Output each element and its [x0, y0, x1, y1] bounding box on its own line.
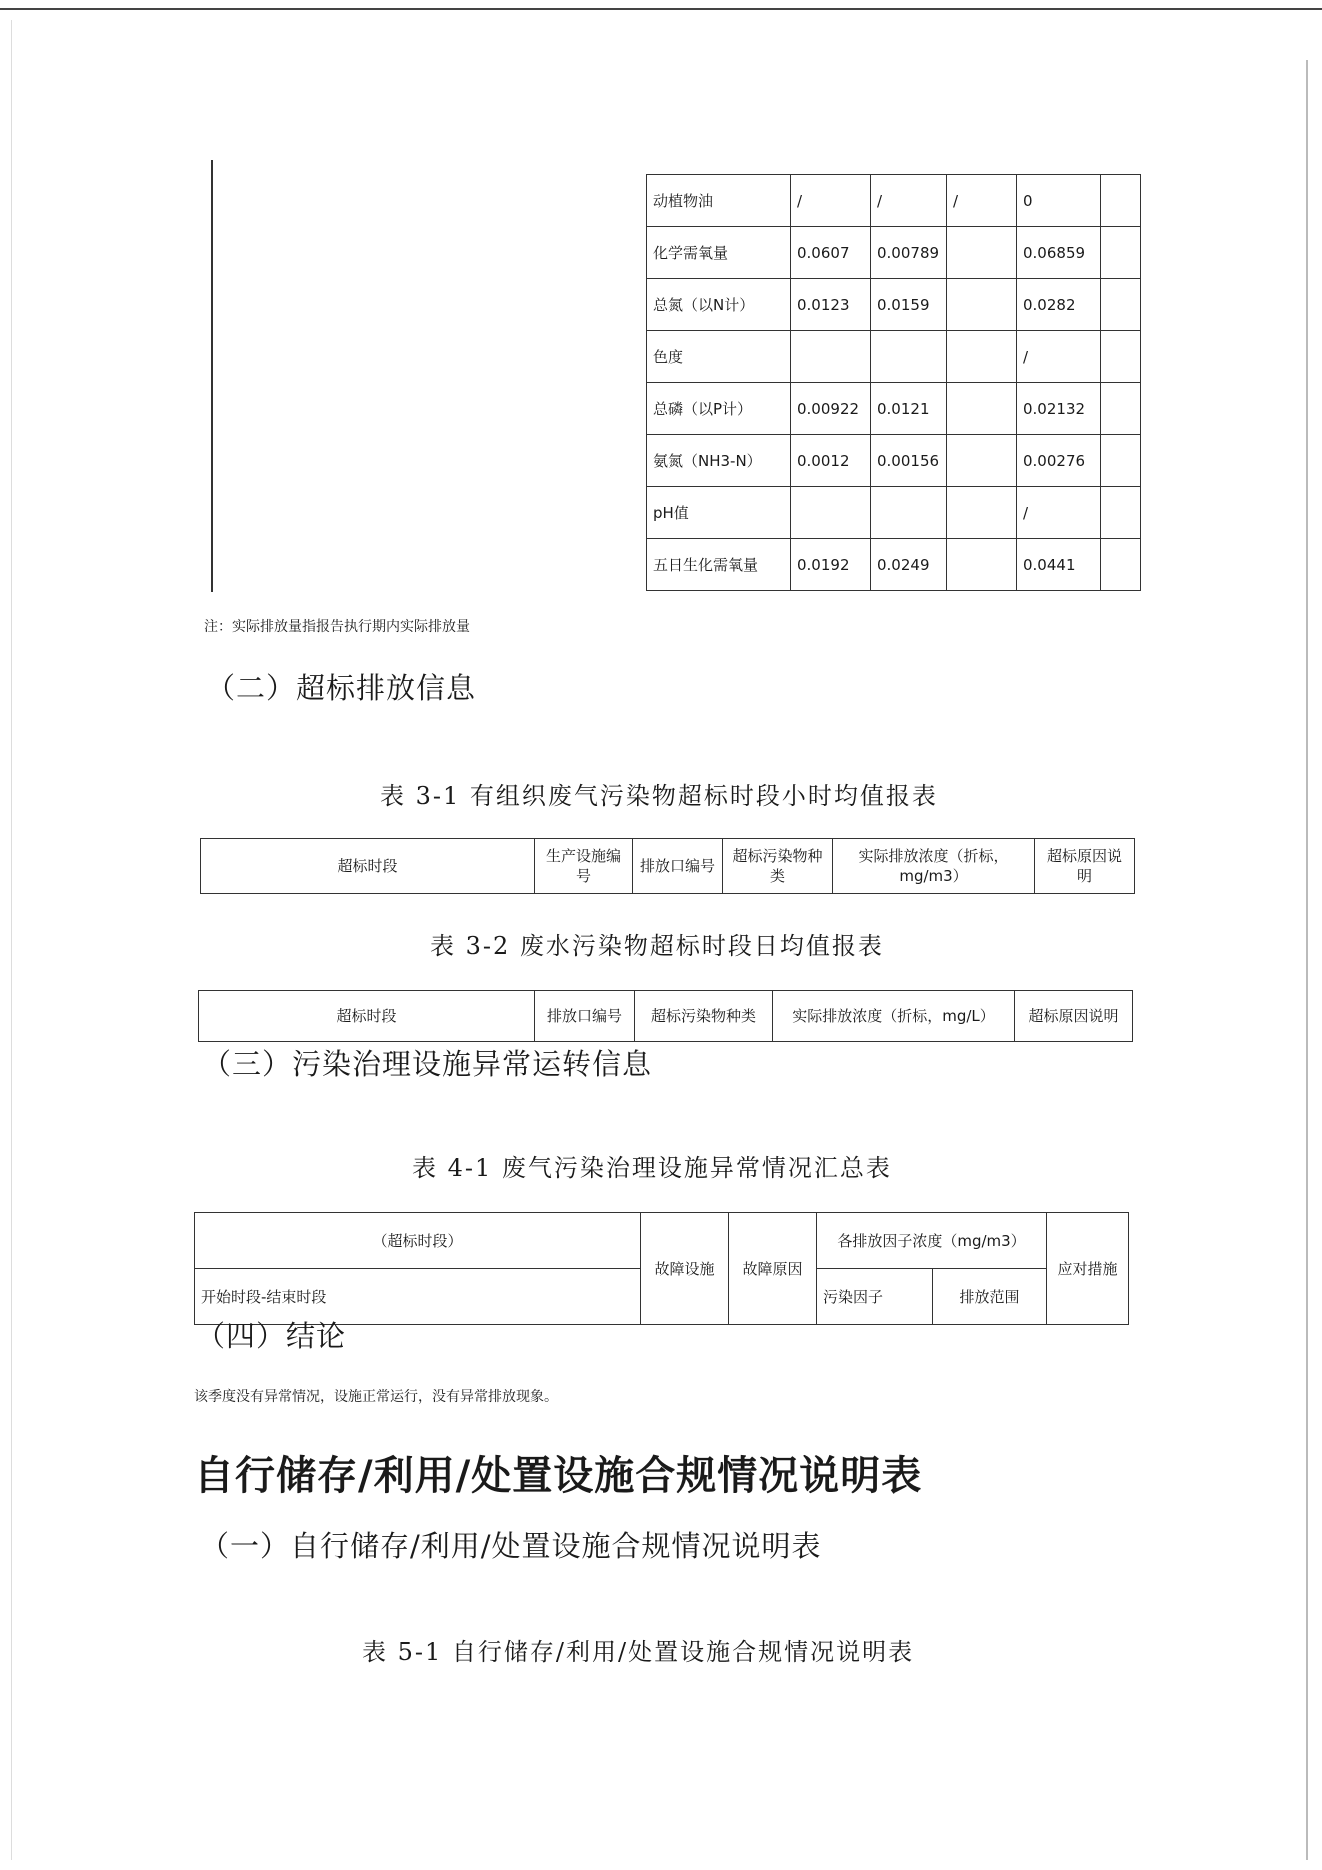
table-row — [647, 487, 1141, 539]
emissions-table — [646, 174, 1141, 591]
value-cell — [791, 487, 871, 539]
value-cell: 0.0249 — [871, 539, 947, 591]
header-actual-concentration: 实际排放浓度（折标，mg/m3） — [833, 839, 1035, 894]
value-cell — [1101, 487, 1141, 539]
value-cell — [947, 539, 1017, 591]
table-row — [647, 435, 1141, 487]
pollutant-name-cell: pH值 — [647, 487, 791, 539]
pollutant-name-cell: 总氮（以N计） — [647, 279, 791, 331]
value-cell: 0.0607 — [791, 227, 871, 279]
value-cell: / — [871, 175, 947, 227]
footnote: 注：实际排放量指报告执行期内实际排放量 — [204, 619, 470, 635]
value-cell — [947, 227, 1017, 279]
table-4-1 — [194, 1212, 1129, 1325]
table-row — [647, 331, 1141, 383]
table-4-1-caption: 表 4-1 废气污染治理设施异常情况汇总表 — [412, 1154, 892, 1182]
page-left-edge — [11, 20, 12, 1860]
table-row — [647, 227, 1141, 279]
value-cell: 0.02132 — [1017, 383, 1101, 435]
pollutant-name-cell: 五日生化需氧量 — [647, 539, 791, 591]
value-cell: 0.0121 — [871, 383, 947, 435]
value-cell — [1101, 539, 1141, 591]
section-heading-2: （二）超标排放信息 — [206, 671, 477, 705]
header-pollutant-type: 超标污染物种类 — [723, 839, 833, 894]
value-cell — [1101, 279, 1141, 331]
value-cell: 0.00156 — [871, 435, 947, 487]
section-heading-4: （四）结论 — [196, 1319, 347, 1353]
value-cell — [947, 487, 1017, 539]
table-3-2 — [198, 990, 1133, 1042]
header-period: 超标时段 — [199, 991, 535, 1042]
value-cell: 0 — [1017, 175, 1101, 227]
value-cell — [871, 487, 947, 539]
value-cell: 0.06859 — [1017, 227, 1101, 279]
value-cell — [1101, 383, 1141, 435]
value-cell: 0.0441 — [1017, 539, 1101, 591]
value-cell — [947, 279, 1017, 331]
header-reason: 超标原因说明 — [1015, 991, 1133, 1042]
page-right-edge — [1306, 60, 1308, 1860]
table-3-1 — [200, 838, 1135, 894]
header-facility-no: 生产设施编号 — [535, 839, 633, 894]
value-cell: / — [1017, 487, 1101, 539]
table-3-2-caption: 表 3-2 废水污染物超标时段日均值报表 — [430, 932, 884, 960]
value-cell — [1101, 435, 1141, 487]
table-5-1-caption: 表 5-1 自行储存/利用/处置设施合规情况说明表 — [362, 1638, 915, 1666]
pollutant-name-cell: 总磷（以P计） — [647, 383, 791, 435]
value-cell — [947, 383, 1017, 435]
value-cell: 0.00922 — [791, 383, 871, 435]
header-period: 超标时段 — [201, 839, 535, 894]
header-range: 排放范围 — [933, 1269, 1047, 1325]
pollutant-name-cell: 氨氮（NH3-N） — [647, 435, 791, 487]
value-cell — [947, 331, 1017, 383]
table-row — [647, 279, 1141, 331]
header-period-sub: 开始时段-结束时段 — [195, 1269, 641, 1325]
header-fault-facility: 故障设施 — [641, 1213, 729, 1325]
table-3-1-caption: 表 3-1 有组织废气污染物超标时段小时均值报表 — [380, 782, 938, 810]
value-cell: 0.0192 — [791, 539, 871, 591]
value-cell — [947, 435, 1017, 487]
header-measures: 应对措施 — [1047, 1213, 1129, 1325]
value-cell: 0.0282 — [1017, 279, 1101, 331]
header-fault-reason: 故障原因 — [729, 1213, 817, 1325]
table-row — [647, 175, 1141, 227]
header-period: （超标时段） — [195, 1213, 641, 1269]
header-reason: 超标原因说明 — [1035, 839, 1135, 894]
value-cell — [1101, 175, 1141, 227]
pollutant-name-cell: 色度 — [647, 331, 791, 383]
value-cell — [791, 331, 871, 383]
value-cell: 0.0159 — [871, 279, 947, 331]
table-left-border — [211, 160, 213, 592]
header-factor: 污染因子 — [817, 1269, 933, 1325]
value-cell: 0.0012 — [791, 435, 871, 487]
page-top-border — [0, 8, 1322, 10]
value-cell: 0.00276 — [1017, 435, 1101, 487]
section-heading-5: （一）自行储存/利用/处置设施合规情况说明表 — [200, 1529, 822, 1563]
pollutant-name-cell: 动植物油 — [647, 175, 791, 227]
value-cell: 0.0123 — [791, 279, 871, 331]
main-title: 自行储存/利用/处置设施合规情况说明表 — [194, 1453, 923, 1499]
header-pollutant-type: 超标污染物种类 — [635, 991, 773, 1042]
table-row — [647, 383, 1141, 435]
value-cell — [1101, 331, 1141, 383]
table-row — [647, 539, 1141, 591]
section-heading-3: （三）污染治理设施异常运转信息 — [202, 1047, 653, 1081]
pollutant-name-cell: 化学需氧量 — [647, 227, 791, 279]
value-cell: / — [791, 175, 871, 227]
value-cell — [1101, 227, 1141, 279]
value-cell: / — [1017, 331, 1101, 383]
header-outlet-no: 排放口编号 — [633, 839, 723, 894]
header-outlet-no: 排放口编号 — [535, 991, 635, 1042]
conclusion-text: 该季度没有异常情况，设施正常运行，没有异常排放现象。 — [194, 1389, 558, 1405]
value-cell: 0.00789 — [871, 227, 947, 279]
value-cell — [871, 331, 947, 383]
value-cell: / — [947, 175, 1017, 227]
header-concentration: 各排放因子浓度（mg/m3） — [817, 1213, 1047, 1269]
header-actual-concentration: 实际排放浓度（折标，mg/L） — [773, 991, 1015, 1042]
